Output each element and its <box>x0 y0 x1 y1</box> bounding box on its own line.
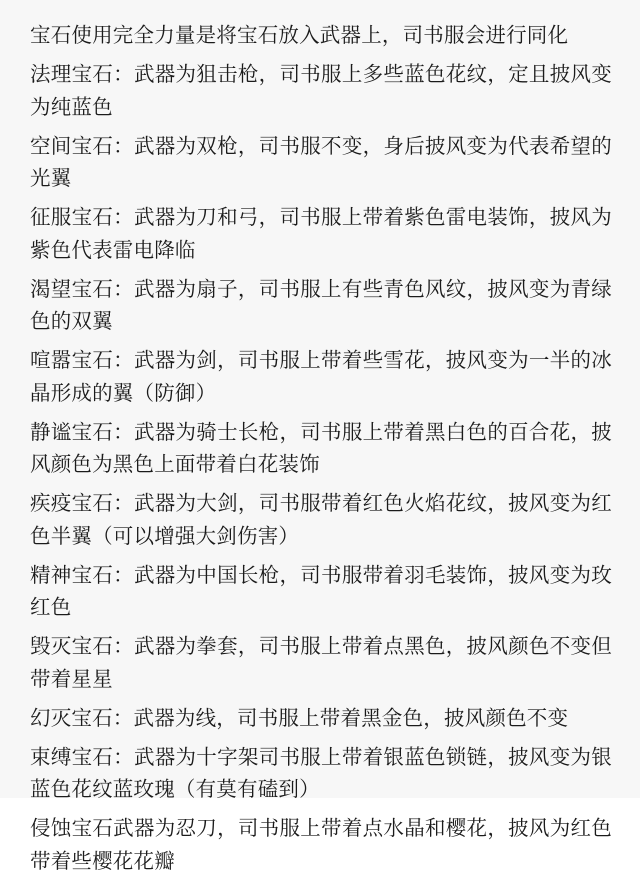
paragraph-gem-kewang: 渴望宝石：武器为扇子，司书服上有些青色风纹，披风变为青绿色的双翼 <box>30 277 612 333</box>
paragraph-gem-shufu: 束缚宝石：武器为十字架司书服上带着银蓝色锁链，披风变为银蓝色花纹蓝玫瑰（有莫有磕到） <box>30 745 612 801</box>
paragraph-intro: 宝石使用完全力量是将宝石放入武器上，司书服会进行同化 <box>30 24 569 47</box>
paragraph-gem-huimie: 毁灭宝石：武器为拳套，司书服上带着点黑色，披风颜色不变但带着星星 <box>30 635 612 691</box>
paragraph-gem-jiyi: 疾疫宝石：武器为大剑，司书服带着红色火焰花纹，披风变为红色半翼（可以增强大剑伤害） <box>30 492 612 548</box>
paragraph-gem-xuanxiao: 喧嚣宝石：武器为剑，司书服上带着些雪花，披风变为一半的冰晶形成的翼（防御） <box>30 349 612 405</box>
paragraph-gem-jingmi: 静谧宝石：武器为骑士长枪，司书服上带着黑白色的百合花，披风颜色为黑色上面带着白花装饰 <box>30 420 612 476</box>
paragraph-gem-kongjian: 空间宝石：武器为双枪，司书服不变，身后披风变为代表希望的光翼 <box>30 134 612 190</box>
paragraph-gem-fali: 法理宝石：武器为狙击枪，司书服上多些蓝色花纹，定且披风变为纯蓝色 <box>30 63 612 119</box>
paragraph-gem-jingshen: 精神宝石：武器为中国长枪，司书服带着羽毛装饰，披风变为玫红色 <box>30 563 612 619</box>
paragraph-gem-qinshi: 侵蚀宝石武器为忍刀，司书服上带着点水晶和樱花，披风为红色带着些樱花花瓣 <box>30 817 612 873</box>
text-card <box>16 18 624 873</box>
paragraph-gem-huanmie: 幻灭宝石：武器为线，司书服上带着黑金色，披风颜色不变 <box>30 706 569 730</box>
paragraph-gem-zhengfu: 征服宝石：武器为刀和弓，司书服上带着紫色雷电装饰，披风为紫色代表雷电降临 <box>30 206 612 262</box>
